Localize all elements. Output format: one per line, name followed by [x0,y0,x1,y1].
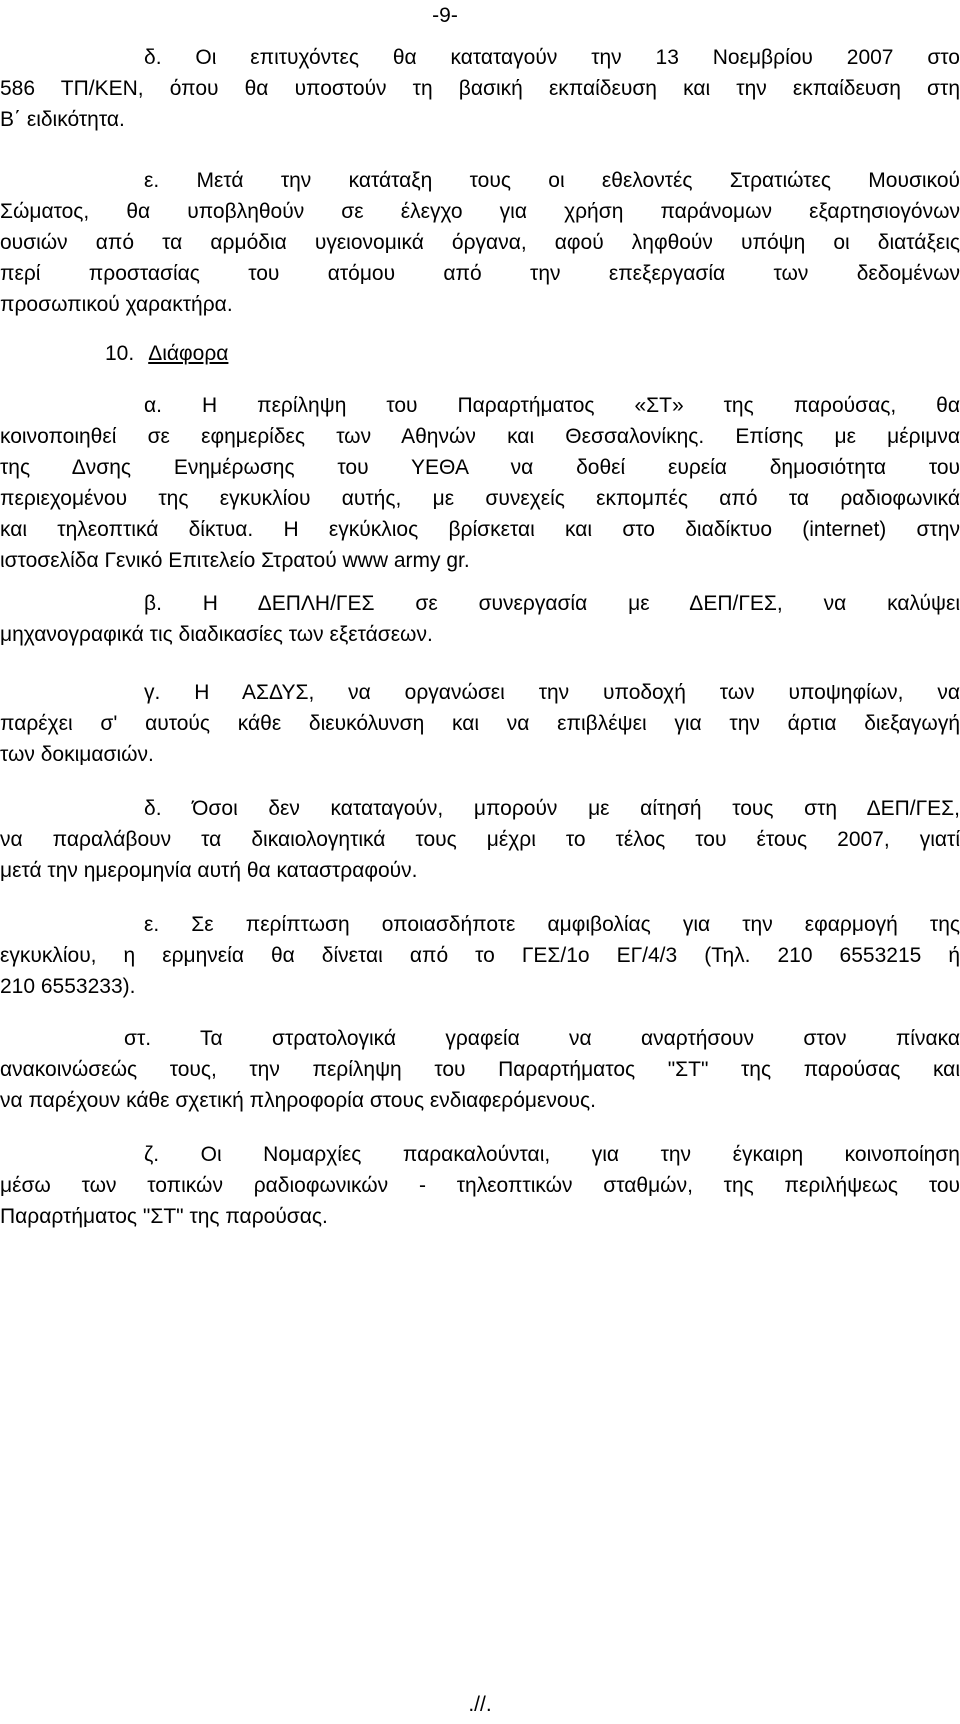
paragraph-line: των δοκιμασιών. [0,743,154,766]
paragraph-line: α. Η περίληψη του Παραρτήματος «ΣΤ» της παρούσας, θα [144,394,960,417]
paragraph-epsilon [0,909,960,1002]
paragraph-zeta [0,1139,960,1232]
paragraph-line: περιεχομένου της εγκυκλίου αυτής, με συνεχείς εκπομπές από τα ραδιοφωνικά [0,487,960,510]
paragraph-line: δ. Οι επιτυχόντες θα καταταγούν την 13 Νοεμβρίου 2007 στο [144,46,960,69]
section-heading [105,338,228,369]
paragraph-line: ανακοινώσεώς τους, την περίληψη του Παραρτήματος "ΣΤ" της παρούσας και [0,1058,960,1081]
paragraph-beta [0,588,960,650]
paragraph-line: να παραλάβουν τα δικαιολογητικά τους μέχρι το τέλος του έτους 2007, γιατί [0,828,960,851]
paragraph-line: Παραρτήματος "ΣΤ" της παρούσας. [0,1205,328,1228]
paragraph-st [0,1023,960,1116]
section-number: 10. [105,342,135,365]
paragraph-line: περί προστασίας του ατόμου από την επεξεργασία των δεδομένων [0,262,960,285]
paragraph-line: β. Η ΔΕΠΛΗ/ΓΕΣ σε συνεργασία με ΔΕΠ/ΓΕΣ, να καλύψει [144,592,960,615]
paragraph-line: παρέχει σ' αυτούς κάθε διευκόλυνση και να επιβλέψει για την άρτια διεξαγωγή [0,712,960,735]
paragraph-delta-top [0,42,960,135]
paragraph-alpha [0,390,960,576]
paragraph-line: και τηλεοπτικά δίκτυα. Η εγκύκλιος βρίσκεται και στο διαδίκτυο (internet) στην [0,518,960,541]
paragraph-line: Σώματος, θα υποβληθούν σε έλεγχο για χρήση παράνομων εξαρτησιογόνων [0,200,960,223]
paragraph-epsilon-top [0,165,960,320]
paragraph-line: να παρέχουν κάθε σχετική πληροφορία στους ενδιαφερόμενους. [0,1089,596,1112]
paragraph-line: μέσω των τοπικών ραδιοφωνικών - τηλεοπτικών σταθμών, της περιλήψεως του [0,1174,960,1197]
paragraph-gamma [0,677,960,770]
continuation-mark: .//. [468,1693,492,1716]
paragraph-line: μετά την ημερομηνία αυτή θα καταστραφούν. [0,859,418,882]
paragraph-line: ουσιών από τα αρμόδια υγειονομικά όργανα, αφού ληφθούν υπόψη οι διατάξεις [0,231,960,254]
page-number: -9- [432,4,458,27]
paragraph-line: κοινοποιηθεί σε εφημερίδες των Αθηνών και Θεσσαλονίκης. Επίσης με μέριμνα [0,425,960,448]
paragraph-line: μηχανογραφικά τις διαδικασίες των εξετάσεων. [0,623,433,646]
paragraph-line: ε. Μετά την κατάταξη τους οι εθελοντές Στρατιώτες Μουσικού [144,169,960,192]
paragraph-line: ε. Σε περίπτωση οποιασδήποτε αμφιβολίας για την εφαρμογή της [144,913,960,936]
paragraph-line: στ. Τα στρατολογικά γραφεία να αναρτήσουν στον πίνακα [124,1027,960,1050]
paragraph-line: 210 6553233). [0,975,136,998]
paragraph-line: Β΄ ειδικότητα. [0,108,125,131]
section-title: Διάφορα [148,342,229,365]
paragraph-line: προσωπικού χαρακτήρα. [0,293,233,316]
paragraph-delta [0,793,960,886]
paragraph-line: της Δνσης Ενημέρωσης του ΥΕΘΑ να δοθεί ευρεία δημοσιότητα του [0,456,960,479]
paragraph-line: 586 ΤΠ/ΚΕΝ, όπου θα υποστούν τη βασική εκπαίδευση και την εκπαίδευση στη [0,77,960,100]
paragraph-line: γ. Η ΑΣΔΥΣ, να οργανώσει την υποδοχή των υποψηφίων, να [144,681,960,704]
paragraph-line: δ. Όσοι δεν καταταγούν, μπορούν με αίτησή τους στη ΔΕΠ/ΓΕΣ, [144,797,960,820]
paragraph-line: εγκυκλίου, η ερμηνεία θα δίνεται από το ΓΕΣ/1ο ΕΓ/4/3 (Τηλ. 210 6553215 ή [0,944,960,967]
paragraph-line: ζ. Οι Νομαρχίες παρακαλούνται, για την έγκαιρη κοινοποίηση [144,1143,960,1166]
paragraph-line: ιστοσελίδα Γενικό Επιτελείο Στρατού www army gr. [0,549,470,572]
